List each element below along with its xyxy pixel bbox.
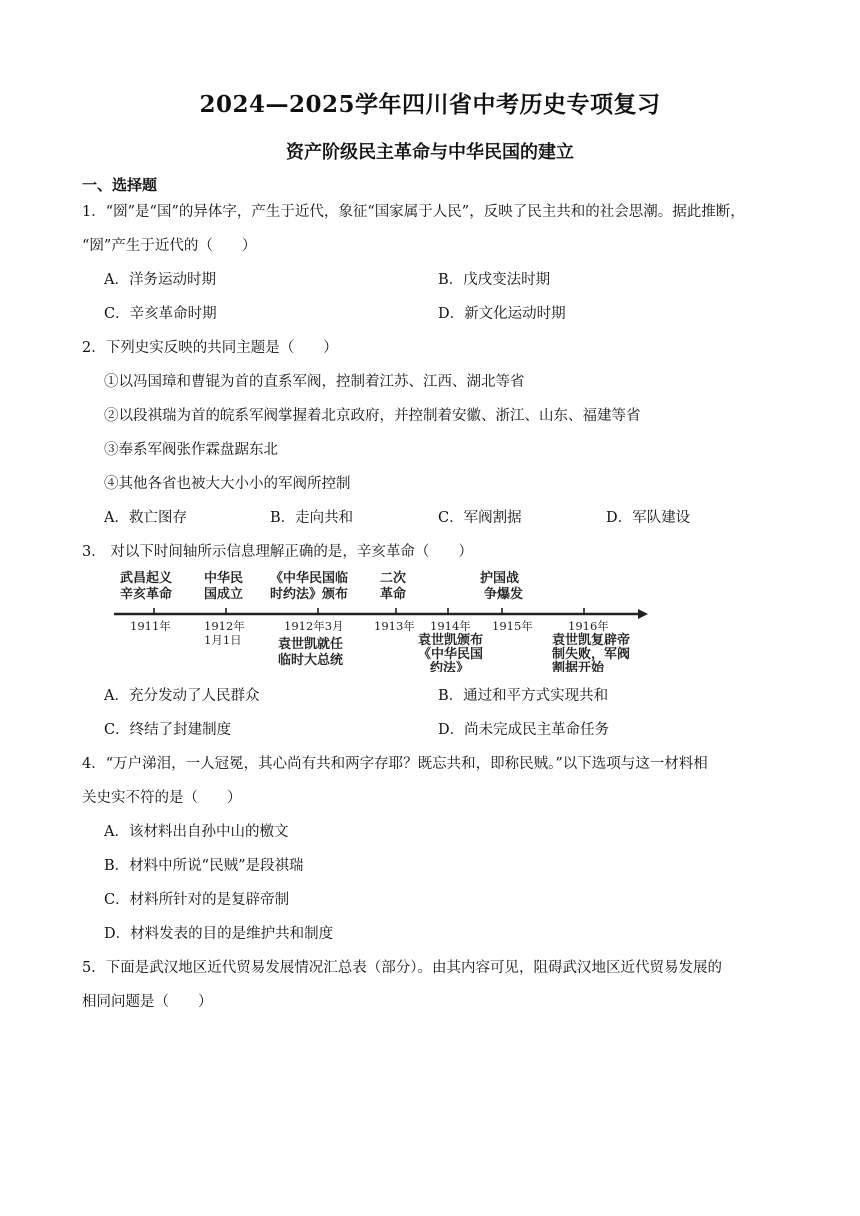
q4-stem-line1: 4．“万户涕泪，一人冠冕，其心尚有共和两字存耶？既忘共和，即称民贼。”以下选项与这一材料相 <box>82 756 708 772</box>
q1-option-d: D．新文化运动时期 <box>438 306 566 322</box>
timeline-label-restoration-line3: 割据开始 <box>552 661 605 672</box>
q2-item-3: ③奉系军阀张作霖盘踞东北 <box>104 442 278 458</box>
timeline-label-provisional-line1: 《中华民国临 <box>270 571 349 586</box>
timeline-label-wuchang-line1: 武昌起义 <box>120 571 173 586</box>
timeline-year-1911: 1911年 <box>130 619 171 633</box>
q5-stem-line1: 5．下面是武汉地区近代贸易发展情况汇总表（部分）。由其内容可见，阻碍武汉地区近代贸易发展的 <box>82 960 722 976</box>
timeline-label-second-rev-line2: 革命 <box>380 587 407 602</box>
q1-stem-line1: 1．“圀”是“国”的异体字，产生于近代，象征“国家属于人民”，反映了民主共和的社会思潮。据此推断， <box>82 204 745 220</box>
q2-item-4: ④其他各省也被大大小小的军阀所控制 <box>104 476 351 492</box>
q1-option-b: B．戊戌变法时期 <box>438 272 551 288</box>
timeline-label-huguo-line2: 争爆发 <box>484 587 524 602</box>
timeline-label-wuchang-line2: 辛亥革命 <box>120 587 173 602</box>
timeline-year-1913: 1913年 <box>374 619 415 633</box>
q5-stem-line2: 相同问题是（ ） <box>82 994 213 1010</box>
timeline-year-1912-march: 1912年3月 <box>284 619 344 633</box>
q4-option-b: B．材料中所说“民贼”是段祺瑞 <box>104 858 304 874</box>
timeline-year-1912: 1912年 <box>204 619 245 633</box>
q4-option-c: C．材料所针对的是复辟帝制 <box>104 892 290 908</box>
q4-option-d: D．材料发表的目的是维护共和制度 <box>104 926 334 942</box>
timeline-label-roc-line1: 中华民 <box>204 571 244 586</box>
q2-stem: 2．下列史实反映的共同主题是（ ） <box>82 340 338 356</box>
timeline-label-yuan-constitution-line3: 约法》 <box>430 661 470 672</box>
q3-option-b: B．通过和平方式实现共和 <box>438 688 609 704</box>
page-title: 2024—2025学年四川省中考历史专项复习 <box>199 91 661 118</box>
timeline-label-restoration-line2: 制失败，军阀 <box>552 647 631 662</box>
q4-stem-line2: 关史实不符的是（ ） <box>82 790 242 806</box>
timeline-arrow-icon <box>638 609 648 619</box>
q2-option-c: C．军阀割据 <box>438 510 522 526</box>
q3-option-a: A．充分发动了人民群众 <box>104 688 260 704</box>
q2-item-2: ②以段祺瑞为首的皖系军阀掌握着北京政府，并控制着安徽、浙江、山东、福建等省 <box>104 408 641 424</box>
q1-option-a: A．洋务运动时期 <box>104 272 216 288</box>
timeline-label-yuan-constitution-line1: 袁世凯颁布 <box>418 633 484 648</box>
q1-stem-line2: “圀”产生于近代的（ ） <box>82 238 257 254</box>
timeline-svg <box>112 568 652 672</box>
q3-option-c: C．终结了封建制度 <box>104 722 232 738</box>
q2-item-1: ①以冯国璋和曹锟为首的直系军阀，控制着江苏、江西、湖北等省 <box>104 374 525 390</box>
timeline-label-huguo-line1: 护国战 <box>480 571 520 586</box>
timeline-figure <box>112 568 652 676</box>
q3-stem: 3． 对以下时间轴所示信息理解正确的是，辛亥革命（ ） <box>82 544 473 560</box>
q3-option-d: D．尚未完成民主革命任务 <box>438 722 610 738</box>
timeline-label-restoration-line1: 袁世凯复辟帝 <box>552 633 631 648</box>
timeline-year-1914: 1914年 <box>430 619 471 633</box>
timeline-label-roc-line2: 国成立 <box>204 587 244 602</box>
q2-option-a: A．救亡图存 <box>104 510 187 526</box>
timeline-date-jan1: 1月1日 <box>204 633 242 647</box>
timeline-label-second-rev-line1: 二次 <box>380 571 407 586</box>
page-subtitle: 资产阶级民主革命与中华民国的建立 <box>286 142 574 163</box>
q2-option-b: B．走向共和 <box>270 510 354 526</box>
timeline-label-yuan-president-line1: 袁世凯就任 <box>278 637 344 652</box>
timeline-year-1916: 1916年 <box>568 619 609 633</box>
timeline-label-yuan-president-line2: 临时大总统 <box>278 653 344 668</box>
q2-option-d: D．军队建设 <box>606 510 691 526</box>
q4-option-a: A．该材料出自孙中山的檄文 <box>104 824 289 840</box>
q1-option-c: C．辛亥革命时期 <box>104 306 217 322</box>
timeline-year-1915: 1915年 <box>492 619 533 633</box>
section-heading: 一、选择题 <box>82 176 158 194</box>
timeline-label-provisional-line2: 时约法》颁布 <box>270 587 349 602</box>
timeline-label-yuan-constitution-line2: 《中华民国 <box>418 647 484 662</box>
